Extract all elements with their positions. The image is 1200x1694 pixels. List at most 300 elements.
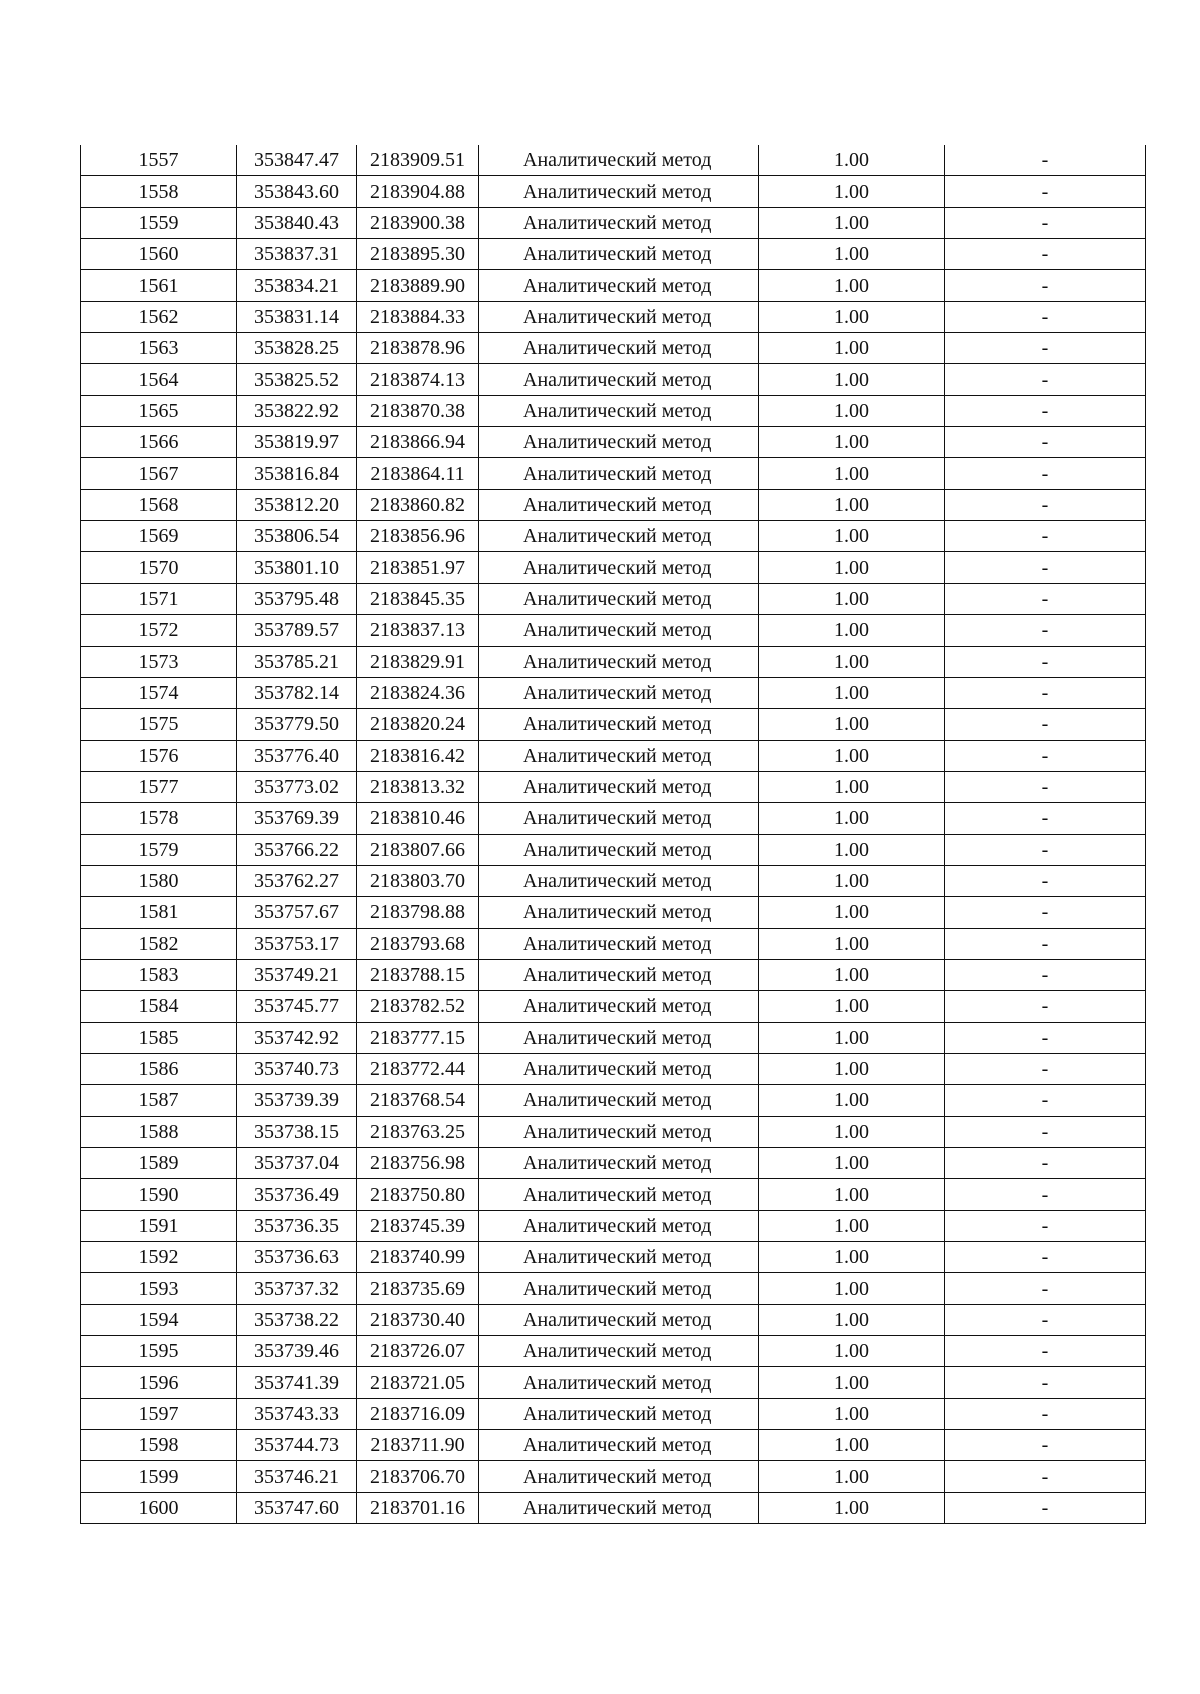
accuracy-cell: 1.00 <box>759 615 945 646</box>
note-cell: - <box>945 928 1146 959</box>
point-number-cell: 1577 <box>81 771 237 802</box>
method-cell: Аналитический метод <box>479 333 759 364</box>
point-number-cell: 1586 <box>81 1053 237 1084</box>
accuracy-cell: 1.00 <box>759 928 945 959</box>
x-coordinate-cell: 353847.47 <box>237 145 357 176</box>
point-number-cell: 1600 <box>81 1492 237 1523</box>
y-coordinate-cell: 2183810.46 <box>357 803 479 834</box>
method-cell: Аналитический метод <box>479 615 759 646</box>
point-number-cell: 1563 <box>81 333 237 364</box>
x-coordinate-cell: 353739.46 <box>237 1336 357 1367</box>
table-row <box>81 646 1146 677</box>
note-cell: - <box>945 239 1146 270</box>
y-coordinate-cell: 2183750.80 <box>357 1179 479 1210</box>
table-row <box>81 803 1146 834</box>
y-coordinate-cell: 2183829.91 <box>357 646 479 677</box>
x-coordinate-cell: 353742.92 <box>237 1022 357 1053</box>
note-cell: - <box>945 959 1146 990</box>
method-cell: Аналитический метод <box>479 709 759 740</box>
accuracy-cell: 1.00 <box>759 1304 945 1335</box>
note-cell: - <box>945 1304 1146 1335</box>
y-coordinate-cell: 2183870.38 <box>357 395 479 426</box>
accuracy-cell: 1.00 <box>759 709 945 740</box>
y-coordinate-cell: 2183788.15 <box>357 959 479 990</box>
y-coordinate-cell: 2183889.90 <box>357 270 479 301</box>
point-number-cell: 1571 <box>81 583 237 614</box>
y-coordinate-cell: 2183716.09 <box>357 1398 479 1429</box>
point-number-cell: 1583 <box>81 959 237 990</box>
x-coordinate-cell: 353762.27 <box>237 865 357 896</box>
table-row <box>81 1430 1146 1461</box>
x-coordinate-cell: 353738.22 <box>237 1304 357 1335</box>
method-cell: Аналитический метод <box>479 1116 759 1147</box>
point-number-cell: 1562 <box>81 301 237 332</box>
accuracy-cell: 1.00 <box>759 1492 945 1523</box>
accuracy-cell: 1.00 <box>759 145 945 176</box>
accuracy-cell: 1.00 <box>759 1148 945 1179</box>
method-cell: Аналитический метод <box>479 364 759 395</box>
accuracy-cell: 1.00 <box>759 1210 945 1241</box>
accuracy-cell: 1.00 <box>759 834 945 865</box>
table-row <box>81 489 1146 520</box>
note-cell: - <box>945 176 1146 207</box>
x-coordinate-cell: 353779.50 <box>237 709 357 740</box>
point-number-cell: 1580 <box>81 865 237 896</box>
note-cell: - <box>945 552 1146 583</box>
y-coordinate-cell: 2183768.54 <box>357 1085 479 1116</box>
y-coordinate-cell: 2183909.51 <box>357 145 479 176</box>
note-cell: - <box>945 583 1146 614</box>
point-number-cell: 1582 <box>81 928 237 959</box>
point-number-cell: 1596 <box>81 1367 237 1398</box>
method-cell: Аналитический метод <box>479 1398 759 1429</box>
point-number-cell: 1557 <box>81 145 237 176</box>
point-number-cell: 1574 <box>81 677 237 708</box>
table-row <box>81 1148 1146 1179</box>
accuracy-cell: 1.00 <box>759 771 945 802</box>
x-coordinate-cell: 353819.97 <box>237 427 357 458</box>
note-cell: - <box>945 771 1146 802</box>
note-cell: - <box>945 740 1146 771</box>
accuracy-cell: 1.00 <box>759 239 945 270</box>
note-cell: - <box>945 1022 1146 1053</box>
table-row <box>81 991 1146 1022</box>
accuracy-cell: 1.00 <box>759 1430 945 1461</box>
method-cell: Аналитический метод <box>479 270 759 301</box>
method-cell: Аналитический метод <box>479 959 759 990</box>
accuracy-cell: 1.00 <box>759 959 945 990</box>
x-coordinate-cell: 353785.21 <box>237 646 357 677</box>
x-coordinate-cell: 353812.20 <box>237 489 357 520</box>
table-row <box>81 709 1146 740</box>
y-coordinate-cell: 2183782.52 <box>357 991 479 1022</box>
table-row <box>81 301 1146 332</box>
method-cell: Аналитический метод <box>479 897 759 928</box>
table-row <box>81 1210 1146 1241</box>
method-cell: Аналитический метод <box>479 1242 759 1273</box>
x-coordinate-cell: 353828.25 <box>237 333 357 364</box>
x-coordinate-cell: 353831.14 <box>237 301 357 332</box>
note-cell: - <box>945 803 1146 834</box>
note-cell: - <box>945 991 1146 1022</box>
note-cell: - <box>945 395 1146 426</box>
table-row <box>81 207 1146 238</box>
accuracy-cell: 1.00 <box>759 1336 945 1367</box>
x-coordinate-cell: 353736.49 <box>237 1179 357 1210</box>
table-row <box>81 1398 1146 1429</box>
x-coordinate-cell: 353740.73 <box>237 1053 357 1084</box>
x-coordinate-cell: 353843.60 <box>237 176 357 207</box>
table-row <box>81 897 1146 928</box>
x-coordinate-cell: 353773.02 <box>237 771 357 802</box>
method-cell: Аналитический метод <box>479 395 759 426</box>
point-number-cell: 1578 <box>81 803 237 834</box>
accuracy-cell: 1.00 <box>759 333 945 364</box>
point-number-cell: 1588 <box>81 1116 237 1147</box>
y-coordinate-cell: 2183816.42 <box>357 740 479 771</box>
point-number-cell: 1575 <box>81 709 237 740</box>
accuracy-cell: 1.00 <box>759 395 945 426</box>
table-row <box>81 364 1146 395</box>
note-cell: - <box>945 1461 1146 1492</box>
method-cell: Аналитический метод <box>479 145 759 176</box>
note-cell: - <box>945 1179 1146 1210</box>
y-coordinate-cell: 2183884.33 <box>357 301 479 332</box>
table-row <box>81 1273 1146 1304</box>
note-cell: - <box>945 270 1146 301</box>
accuracy-cell: 1.00 <box>759 207 945 238</box>
point-number-cell: 1564 <box>81 364 237 395</box>
method-cell: Аналитический метод <box>479 1053 759 1084</box>
point-number-cell: 1590 <box>81 1179 237 1210</box>
y-coordinate-cell: 2183745.39 <box>357 1210 479 1241</box>
method-cell: Аналитический метод <box>479 489 759 520</box>
accuracy-cell: 1.00 <box>759 677 945 708</box>
accuracy-cell: 1.00 <box>759 1179 945 1210</box>
method-cell: Аналитический метод <box>479 1022 759 1053</box>
note-cell: - <box>945 834 1146 865</box>
table-row <box>81 1022 1146 1053</box>
note-cell: - <box>945 1242 1146 1273</box>
note-cell: - <box>945 427 1146 458</box>
y-coordinate-cell: 2183726.07 <box>357 1336 479 1367</box>
point-number-cell: 1579 <box>81 834 237 865</box>
y-coordinate-cell: 2183701.16 <box>357 1492 479 1523</box>
accuracy-cell: 1.00 <box>759 1242 945 1273</box>
y-coordinate-cell: 2183735.69 <box>357 1273 479 1304</box>
table-row <box>81 740 1146 771</box>
table-row <box>81 270 1146 301</box>
x-coordinate-cell: 353749.21 <box>237 959 357 990</box>
method-cell: Аналитический метод <box>479 1148 759 1179</box>
point-number-cell: 1597 <box>81 1398 237 1429</box>
x-coordinate-cell: 353766.22 <box>237 834 357 865</box>
x-coordinate-cell: 353746.21 <box>237 1461 357 1492</box>
table-row <box>81 1053 1146 1084</box>
point-number-cell: 1593 <box>81 1273 237 1304</box>
note-cell: - <box>945 1367 1146 1398</box>
x-coordinate-cell: 353840.43 <box>237 207 357 238</box>
x-coordinate-cell: 353816.84 <box>237 458 357 489</box>
x-coordinate-cell: 353736.63 <box>237 1242 357 1273</box>
note-cell: - <box>945 333 1146 364</box>
table-row <box>81 1304 1146 1335</box>
accuracy-cell: 1.00 <box>759 458 945 489</box>
accuracy-cell: 1.00 <box>759 489 945 520</box>
method-cell: Аналитический метод <box>479 427 759 458</box>
y-coordinate-cell: 2183772.44 <box>357 1053 479 1084</box>
point-number-cell: 1584 <box>81 991 237 1022</box>
x-coordinate-cell: 353745.77 <box>237 991 357 1022</box>
method-cell: Аналитический метод <box>479 1179 759 1210</box>
y-coordinate-cell: 2183856.96 <box>357 521 479 552</box>
y-coordinate-cell: 2183878.96 <box>357 333 479 364</box>
accuracy-cell: 1.00 <box>759 1273 945 1304</box>
note-cell: - <box>945 709 1146 740</box>
note-cell: - <box>945 1430 1146 1461</box>
accuracy-cell: 1.00 <box>759 583 945 614</box>
method-cell: Аналитический метод <box>479 552 759 583</box>
method-cell: Аналитический метод <box>479 301 759 332</box>
method-cell: Аналитический метод <box>479 239 759 270</box>
x-coordinate-cell: 353837.31 <box>237 239 357 270</box>
y-coordinate-cell: 2183895.30 <box>357 239 479 270</box>
table-row <box>81 145 1146 176</box>
point-number-cell: 1570 <box>81 552 237 583</box>
method-cell: Аналитический метод <box>479 1430 759 1461</box>
y-coordinate-cell: 2183874.13 <box>357 364 479 395</box>
table-row <box>81 427 1146 458</box>
method-cell: Аналитический метод <box>479 865 759 896</box>
point-number-cell: 1581 <box>81 897 237 928</box>
x-coordinate-cell: 353806.54 <box>237 521 357 552</box>
table-row <box>81 583 1146 614</box>
point-number-cell: 1559 <box>81 207 237 238</box>
y-coordinate-cell: 2183798.88 <box>357 897 479 928</box>
accuracy-cell: 1.00 <box>759 364 945 395</box>
table-row <box>81 959 1146 990</box>
note-cell: - <box>945 1210 1146 1241</box>
y-coordinate-cell: 2183900.38 <box>357 207 479 238</box>
note-cell: - <box>945 364 1146 395</box>
accuracy-cell: 1.00 <box>759 521 945 552</box>
note-cell: - <box>945 646 1146 677</box>
accuracy-cell: 1.00 <box>759 552 945 583</box>
table-row <box>81 1242 1146 1273</box>
y-coordinate-cell: 2183711.90 <box>357 1430 479 1461</box>
method-cell: Аналитический метод <box>479 834 759 865</box>
y-coordinate-cell: 2183820.24 <box>357 709 479 740</box>
point-number-cell: 1592 <box>81 1242 237 1273</box>
point-number-cell: 1572 <box>81 615 237 646</box>
x-coordinate-cell: 353744.73 <box>237 1430 357 1461</box>
table-row <box>81 1336 1146 1367</box>
x-coordinate-cell: 353747.60 <box>237 1492 357 1523</box>
x-coordinate-cell: 353822.92 <box>237 395 357 426</box>
y-coordinate-cell: 2183813.32 <box>357 771 479 802</box>
y-coordinate-cell: 2183803.70 <box>357 865 479 896</box>
y-coordinate-cell: 2183721.05 <box>357 1367 479 1398</box>
table-row <box>81 677 1146 708</box>
table-row <box>81 1085 1146 1116</box>
accuracy-cell: 1.00 <box>759 427 945 458</box>
accuracy-cell: 1.00 <box>759 176 945 207</box>
table-row <box>81 552 1146 583</box>
y-coordinate-cell: 2183793.68 <box>357 928 479 959</box>
point-number-cell: 1598 <box>81 1430 237 1461</box>
note-cell: - <box>945 1085 1146 1116</box>
y-coordinate-cell: 2183864.11 <box>357 458 479 489</box>
point-number-cell: 1558 <box>81 176 237 207</box>
y-coordinate-cell: 2183845.35 <box>357 583 479 614</box>
note-cell: - <box>945 207 1146 238</box>
accuracy-cell: 1.00 <box>759 1116 945 1147</box>
note-cell: - <box>945 897 1146 928</box>
point-number-cell: 1561 <box>81 270 237 301</box>
y-coordinate-cell: 2183756.98 <box>357 1148 479 1179</box>
x-coordinate-cell: 353834.21 <box>237 270 357 301</box>
note-cell: - <box>945 521 1146 552</box>
table-row <box>81 1461 1146 1492</box>
x-coordinate-cell: 353769.39 <box>237 803 357 834</box>
method-cell: Аналитический метод <box>479 771 759 802</box>
table-row <box>81 521 1146 552</box>
point-number-cell: 1594 <box>81 1304 237 1335</box>
note-cell: - <box>945 677 1146 708</box>
x-coordinate-cell: 353789.57 <box>237 615 357 646</box>
accuracy-cell: 1.00 <box>759 897 945 928</box>
y-coordinate-cell: 2183860.82 <box>357 489 479 520</box>
table-row <box>81 834 1146 865</box>
accuracy-cell: 1.00 <box>759 1461 945 1492</box>
point-number-cell: 1589 <box>81 1148 237 1179</box>
x-coordinate-cell: 353738.15 <box>237 1116 357 1147</box>
accuracy-cell: 1.00 <box>759 1398 945 1429</box>
method-cell: Аналитический метод <box>479 677 759 708</box>
x-coordinate-cell: 353757.67 <box>237 897 357 928</box>
coordinates-table <box>80 145 1146 1524</box>
point-number-cell: 1560 <box>81 239 237 270</box>
method-cell: Аналитический метод <box>479 1492 759 1523</box>
y-coordinate-cell: 2183730.40 <box>357 1304 479 1335</box>
table-row <box>81 1116 1146 1147</box>
point-number-cell: 1566 <box>81 427 237 458</box>
x-coordinate-cell: 353776.40 <box>237 740 357 771</box>
point-number-cell: 1567 <box>81 458 237 489</box>
table-row <box>81 395 1146 426</box>
method-cell: Аналитический метод <box>479 1273 759 1304</box>
note-cell: - <box>945 458 1146 489</box>
method-cell: Аналитический метод <box>479 1210 759 1241</box>
point-number-cell: 1591 <box>81 1210 237 1241</box>
x-coordinate-cell: 353739.39 <box>237 1085 357 1116</box>
accuracy-cell: 1.00 <box>759 1367 945 1398</box>
note-cell: - <box>945 1273 1146 1304</box>
x-coordinate-cell: 353782.14 <box>237 677 357 708</box>
table-row <box>81 176 1146 207</box>
point-number-cell: 1587 <box>81 1085 237 1116</box>
y-coordinate-cell: 2183904.88 <box>357 176 479 207</box>
y-coordinate-cell: 2183777.15 <box>357 1022 479 1053</box>
note-cell: - <box>945 301 1146 332</box>
point-number-cell: 1576 <box>81 740 237 771</box>
note-cell: - <box>945 1336 1146 1367</box>
y-coordinate-cell: 2183763.25 <box>357 1116 479 1147</box>
x-coordinate-cell: 353737.04 <box>237 1148 357 1179</box>
x-coordinate-cell: 353825.52 <box>237 364 357 395</box>
method-cell: Аналитический метод <box>479 991 759 1022</box>
x-coordinate-cell: 353741.39 <box>237 1367 357 1398</box>
point-number-cell: 1585 <box>81 1022 237 1053</box>
method-cell: Аналитический метод <box>479 207 759 238</box>
y-coordinate-cell: 2183824.36 <box>357 677 479 708</box>
accuracy-cell: 1.00 <box>759 803 945 834</box>
method-cell: Аналитический метод <box>479 1461 759 1492</box>
accuracy-cell: 1.00 <box>759 1022 945 1053</box>
table-row <box>81 1179 1146 1210</box>
table-row <box>81 333 1146 364</box>
table-row <box>81 771 1146 802</box>
note-cell: - <box>945 489 1146 520</box>
y-coordinate-cell: 2183740.99 <box>357 1242 479 1273</box>
x-coordinate-cell: 353795.48 <box>237 583 357 614</box>
x-coordinate-cell: 353743.33 <box>237 1398 357 1429</box>
table-row <box>81 458 1146 489</box>
accuracy-cell: 1.00 <box>759 646 945 677</box>
point-number-cell: 1595 <box>81 1336 237 1367</box>
table-row <box>81 615 1146 646</box>
x-coordinate-cell: 353753.17 <box>237 928 357 959</box>
x-coordinate-cell: 353801.10 <box>237 552 357 583</box>
method-cell: Аналитический метод <box>479 583 759 614</box>
x-coordinate-cell: 353737.32 <box>237 1273 357 1304</box>
method-cell: Аналитический метод <box>479 176 759 207</box>
point-number-cell: 1573 <box>81 646 237 677</box>
method-cell: Аналитический метод <box>479 1336 759 1367</box>
point-number-cell: 1569 <box>81 521 237 552</box>
note-cell: - <box>945 1116 1146 1147</box>
table-row <box>81 1367 1146 1398</box>
method-cell: Аналитический метод <box>479 521 759 552</box>
note-cell: - <box>945 1053 1146 1084</box>
accuracy-cell: 1.00 <box>759 1053 945 1084</box>
method-cell: Аналитический метод <box>479 803 759 834</box>
note-cell: - <box>945 865 1146 896</box>
method-cell: Аналитический метод <box>479 1367 759 1398</box>
note-cell: - <box>945 1148 1146 1179</box>
y-coordinate-cell: 2183706.70 <box>357 1461 479 1492</box>
note-cell: - <box>945 145 1146 176</box>
accuracy-cell: 1.00 <box>759 1085 945 1116</box>
y-coordinate-cell: 2183837.13 <box>357 615 479 646</box>
note-cell: - <box>945 1492 1146 1523</box>
y-coordinate-cell: 2183866.94 <box>357 427 479 458</box>
method-cell: Аналитический метод <box>479 740 759 771</box>
note-cell: - <box>945 1398 1146 1429</box>
method-cell: Аналитический метод <box>479 1304 759 1335</box>
table-row <box>81 928 1146 959</box>
method-cell: Аналитический метод <box>479 1085 759 1116</box>
table-row <box>81 1492 1146 1523</box>
point-number-cell: 1568 <box>81 489 237 520</box>
table-body <box>81 145 1146 1524</box>
table-row <box>81 865 1146 896</box>
point-number-cell: 1565 <box>81 395 237 426</box>
method-cell: Аналитический метод <box>479 928 759 959</box>
accuracy-cell: 1.00 <box>759 991 945 1022</box>
y-coordinate-cell: 2183807.66 <box>357 834 479 865</box>
table-row <box>81 239 1146 270</box>
